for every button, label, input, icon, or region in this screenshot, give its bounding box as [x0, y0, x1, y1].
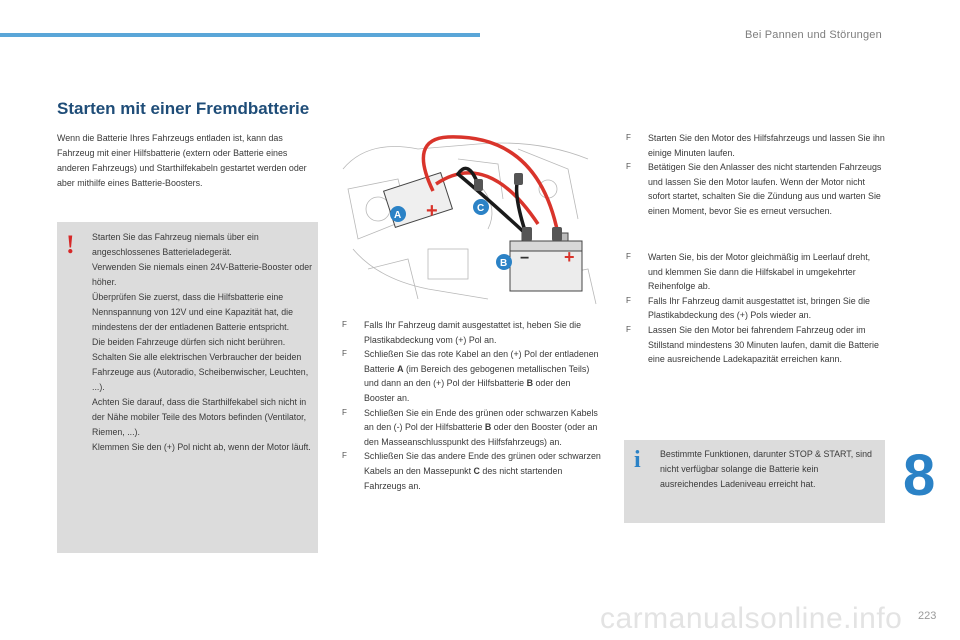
warning-icon: ! [66, 230, 75, 259]
page-title: Starten mit einer Fremdbatterie [57, 99, 310, 118]
warning-paragraph: Die beiden Fahrzeuge dürfen sich nicht berühren. [92, 337, 286, 347]
warning-paragraph: Schalten Sie alle elektrischen Verbraucher der beiden Fahrzeuge aus (Autoradio, Scheibenwischer, Leuchten, ...). [92, 352, 309, 392]
steps-column-right-bottom [624, 250, 886, 367]
bullet-marker: F [342, 451, 347, 461]
callout-c: C [477, 203, 485, 214]
list-item: F Schließen Sie das andere Ende des grünen oder schwarzen Kabels an den Massepunkt C des nicht startenden Fahrzeugs an. [342, 451, 601, 491]
list-item: F Starten Sie den Motor des Hilfsfahrzeugs und lassen Sie ihn einige Minuten laufen. [626, 133, 885, 158]
watermark: carmanualsonline.info [600, 602, 903, 635]
jump-start-illustration [338, 129, 600, 306]
list-item: F Warten Sie, bis der Motor gleichmäßig im Leerlauf dreht, und klemmen Sie dann die Hilfskabel in umgekehrter Reihenfolge ab. [626, 252, 871, 292]
warning-paragraph: Achten Sie darauf, dass die Starthilfekabel sich nicht in der Nähe mobiler Teile des Motors befinden (Ventilator, Riemen, ...). [92, 397, 307, 437]
bullet-marker: F [626, 162, 631, 172]
figure-minus-b: − [520, 250, 530, 267]
list-item: F Falls Ihr Fahrzeug damit ausgestattet ist, heben Sie die Plastikabdeckung vom (+) Pol an. [342, 320, 582, 345]
warning-paragraph: Verwenden Sie niemals einen 24V-Batterie-Booster oder höher. [92, 262, 313, 287]
warning-paragraph: Klemmen Sie den (+) Pol nicht ab, wenn der Motor läuft. [92, 442, 311, 452]
list-item: F Betätigen Sie den Anlasser des nicht startenden Fahrzeugs und lassen Sie den Motor laufen. Wenn der Motor nicht sofort startet, schalten Sie die Zündung aus und warten Sie einen Moment, bevor Sie es erneut versuchen. [626, 162, 882, 216]
header-accent-bar [0, 33, 480, 37]
bullet-marker: F [342, 349, 347, 359]
callout-b: B [500, 258, 508, 269]
figure-plus-a: + [426, 200, 438, 222]
bullet-marker: F [342, 407, 347, 417]
warning-text [92, 230, 314, 455]
info-text: Bestimmte Funktionen, darunter STOP & START, sind nicht verfügbar solange die Batterie kein ausreichendes Ladeniveau erreicht hat. [660, 449, 872, 489]
callout-a: A [394, 210, 402, 221]
bullet-marker: F [626, 324, 631, 334]
figure-plus-b: + [564, 247, 575, 267]
steps-column-right-top [624, 131, 886, 219]
warning-paragraph: Starten Sie das Fahrzeug niemals über ein angeschlossenes Batterieladegerät. [92, 232, 259, 257]
list-item: F Falls Ihr Fahrzeug damit ausgestattet ist, bringen Sie die Plastikabdeckung des (+) Pols wieder an. [626, 295, 870, 321]
list-item: F Schließen Sie ein Ende des grünen oder schwarzen Kabels an den (-) Pol der Hilfsbatterie B oder den Booster (oder an den Masseanschlusspunkt des Hilfsfahrzeugs) an. [342, 407, 598, 447]
list-item: F Schließen Sie das rote Kabel an den (+) Pol der entladenen Batterie A (im Bereich des gebogenen metallischen Teils) und dann an den (+) Pol der Hilfsbatterie B oder den Booster an. [342, 349, 599, 403]
bullet-marker: F [626, 133, 631, 142]
section-header: Bei Pannen und Störungen [745, 29, 882, 41]
list-item: F Lassen Sie den Motor bei fahrendem Fahrzeug oder im Stillstand mindestens 30 Minuten laufen, damit die Batterie eine ausreichende Ladekapazität erreichen kann. [626, 324, 879, 365]
bullet-marker: F [626, 295, 631, 305]
info-icon: i [634, 447, 641, 473]
steps-column-middle [340, 318, 602, 493]
bullet-marker: F [342, 320, 347, 329]
page-number: 223 [918, 610, 937, 622]
warning-paragraph: Überprüfen Sie zuerst, dass die Hilfsbatterie eine Nennspannung von 12V und eine Kapazität hat, die mindestens der der entladenen Batterie entspricht. [92, 292, 294, 332]
chapter-number: 8 [903, 443, 936, 508]
bullet-marker: F [626, 252, 631, 261]
intro-paragraph: Wenn die Batterie Ihres Fahrzeugs entladen ist, kann das Fahrzeug mit einer Hilfsbatterie (extern oder Batterie eines anderen Fahrzeugs) und Starthilfekabeln gestartet werden oder aber mithilfe eines Batterie-Boosters. [57, 133, 307, 188]
